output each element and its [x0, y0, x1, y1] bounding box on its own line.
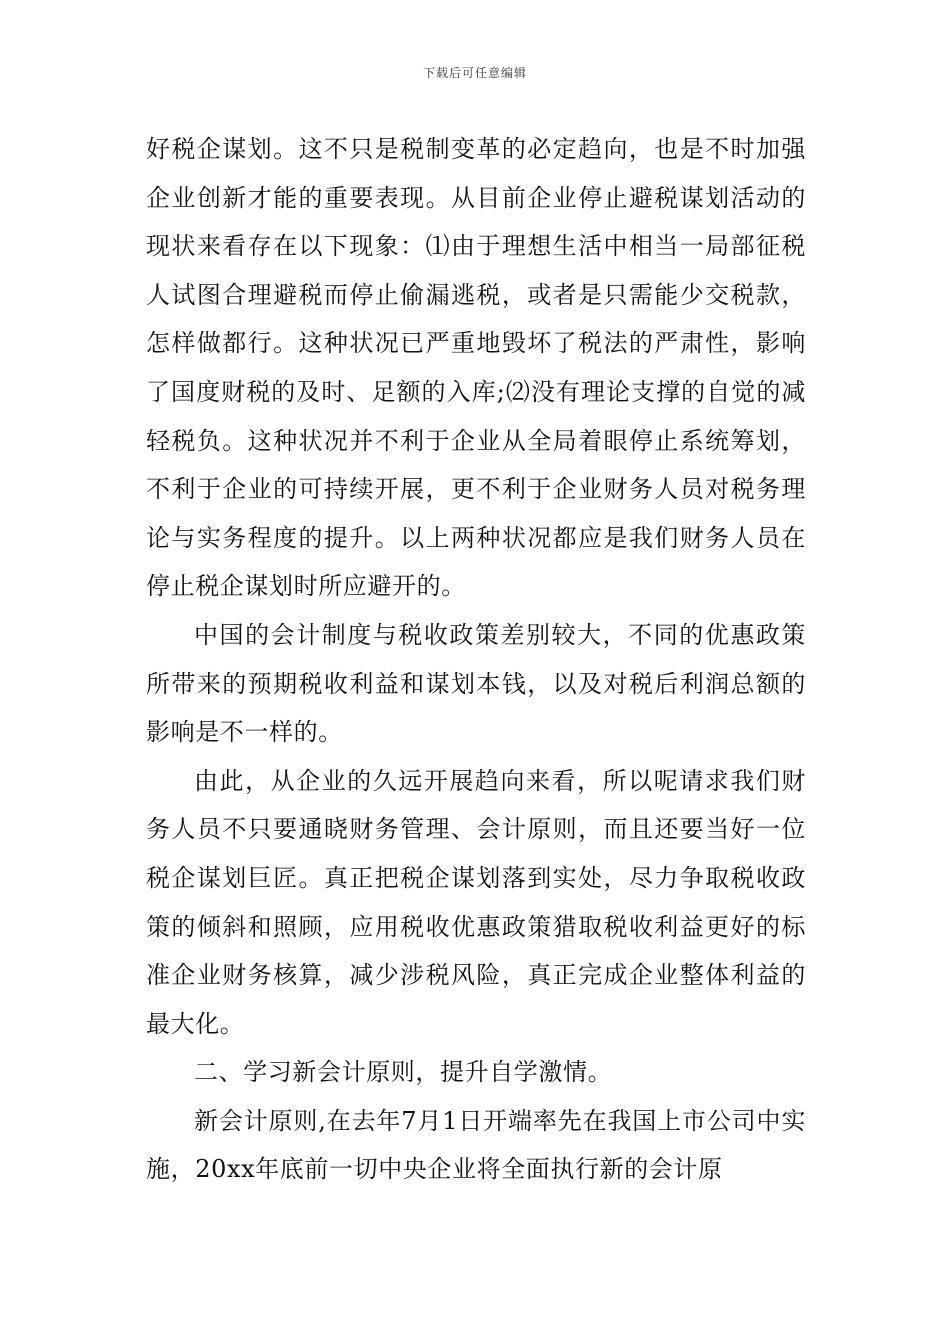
page-header: 下载后可任意编辑 [422, 66, 527, 80]
paragraph-1: 好税企谋划。这不只是税制变革的必定趋向，也是不时加强企业创新才能的重要表现。从目前企业停止避税谋划活动的现状来看存在以下现象：⑴由于理想生活中相当一局部征税人试图合理避税而停止偷漏逃税，或者是只需能少交税款，怎样做都行。这种状况已严重地毁坏了税法的严肃性，影响了国度财税的及时、足额的入库;⑵没有理论支撑的自觉的减轻税负。这种状况并不利于企业从全局着眼停止系统筹划，不利于企业的可持续开展，更不利于企业财务人员对税务理论与实务程度的提升。以上两种状况都应是我们财务人员在停止税企谋划时所应避开的。 [146, 135, 806, 601]
section-heading: 二、学习新会计原则，提升自学激情。 [194, 1058, 613, 1087]
paragraph-2: 中国的会计制度与税收政策差别较大，不同的优惠政策所带来的预期税收利益和谋划本钱，以及对税后利润总额的影响是不一样的。 [146, 620, 806, 747]
paragraph-3: 由此，从企业的久远开展趋向来看，所以呢请求我们财务人员不只要通晓财务管理、会计原则，而且还要当好一位税企谋划巨匠。真正把税企谋划落到实处，尽力争取税收政策的倾斜和照顾，应用税收优惠政策猎取税收利益更好的标准企业财务核算，减少涉税风险，真正完成企业整体利益的最大化。 [146, 766, 806, 1038]
paragraph-5: 新会计原则,在去年7月1日开端率先在我国上市公司中实施，20xx年底前一切中央企业将全面执行新的会计原 [146, 1106, 806, 1184]
document-body [146, 125, 806, 1194]
